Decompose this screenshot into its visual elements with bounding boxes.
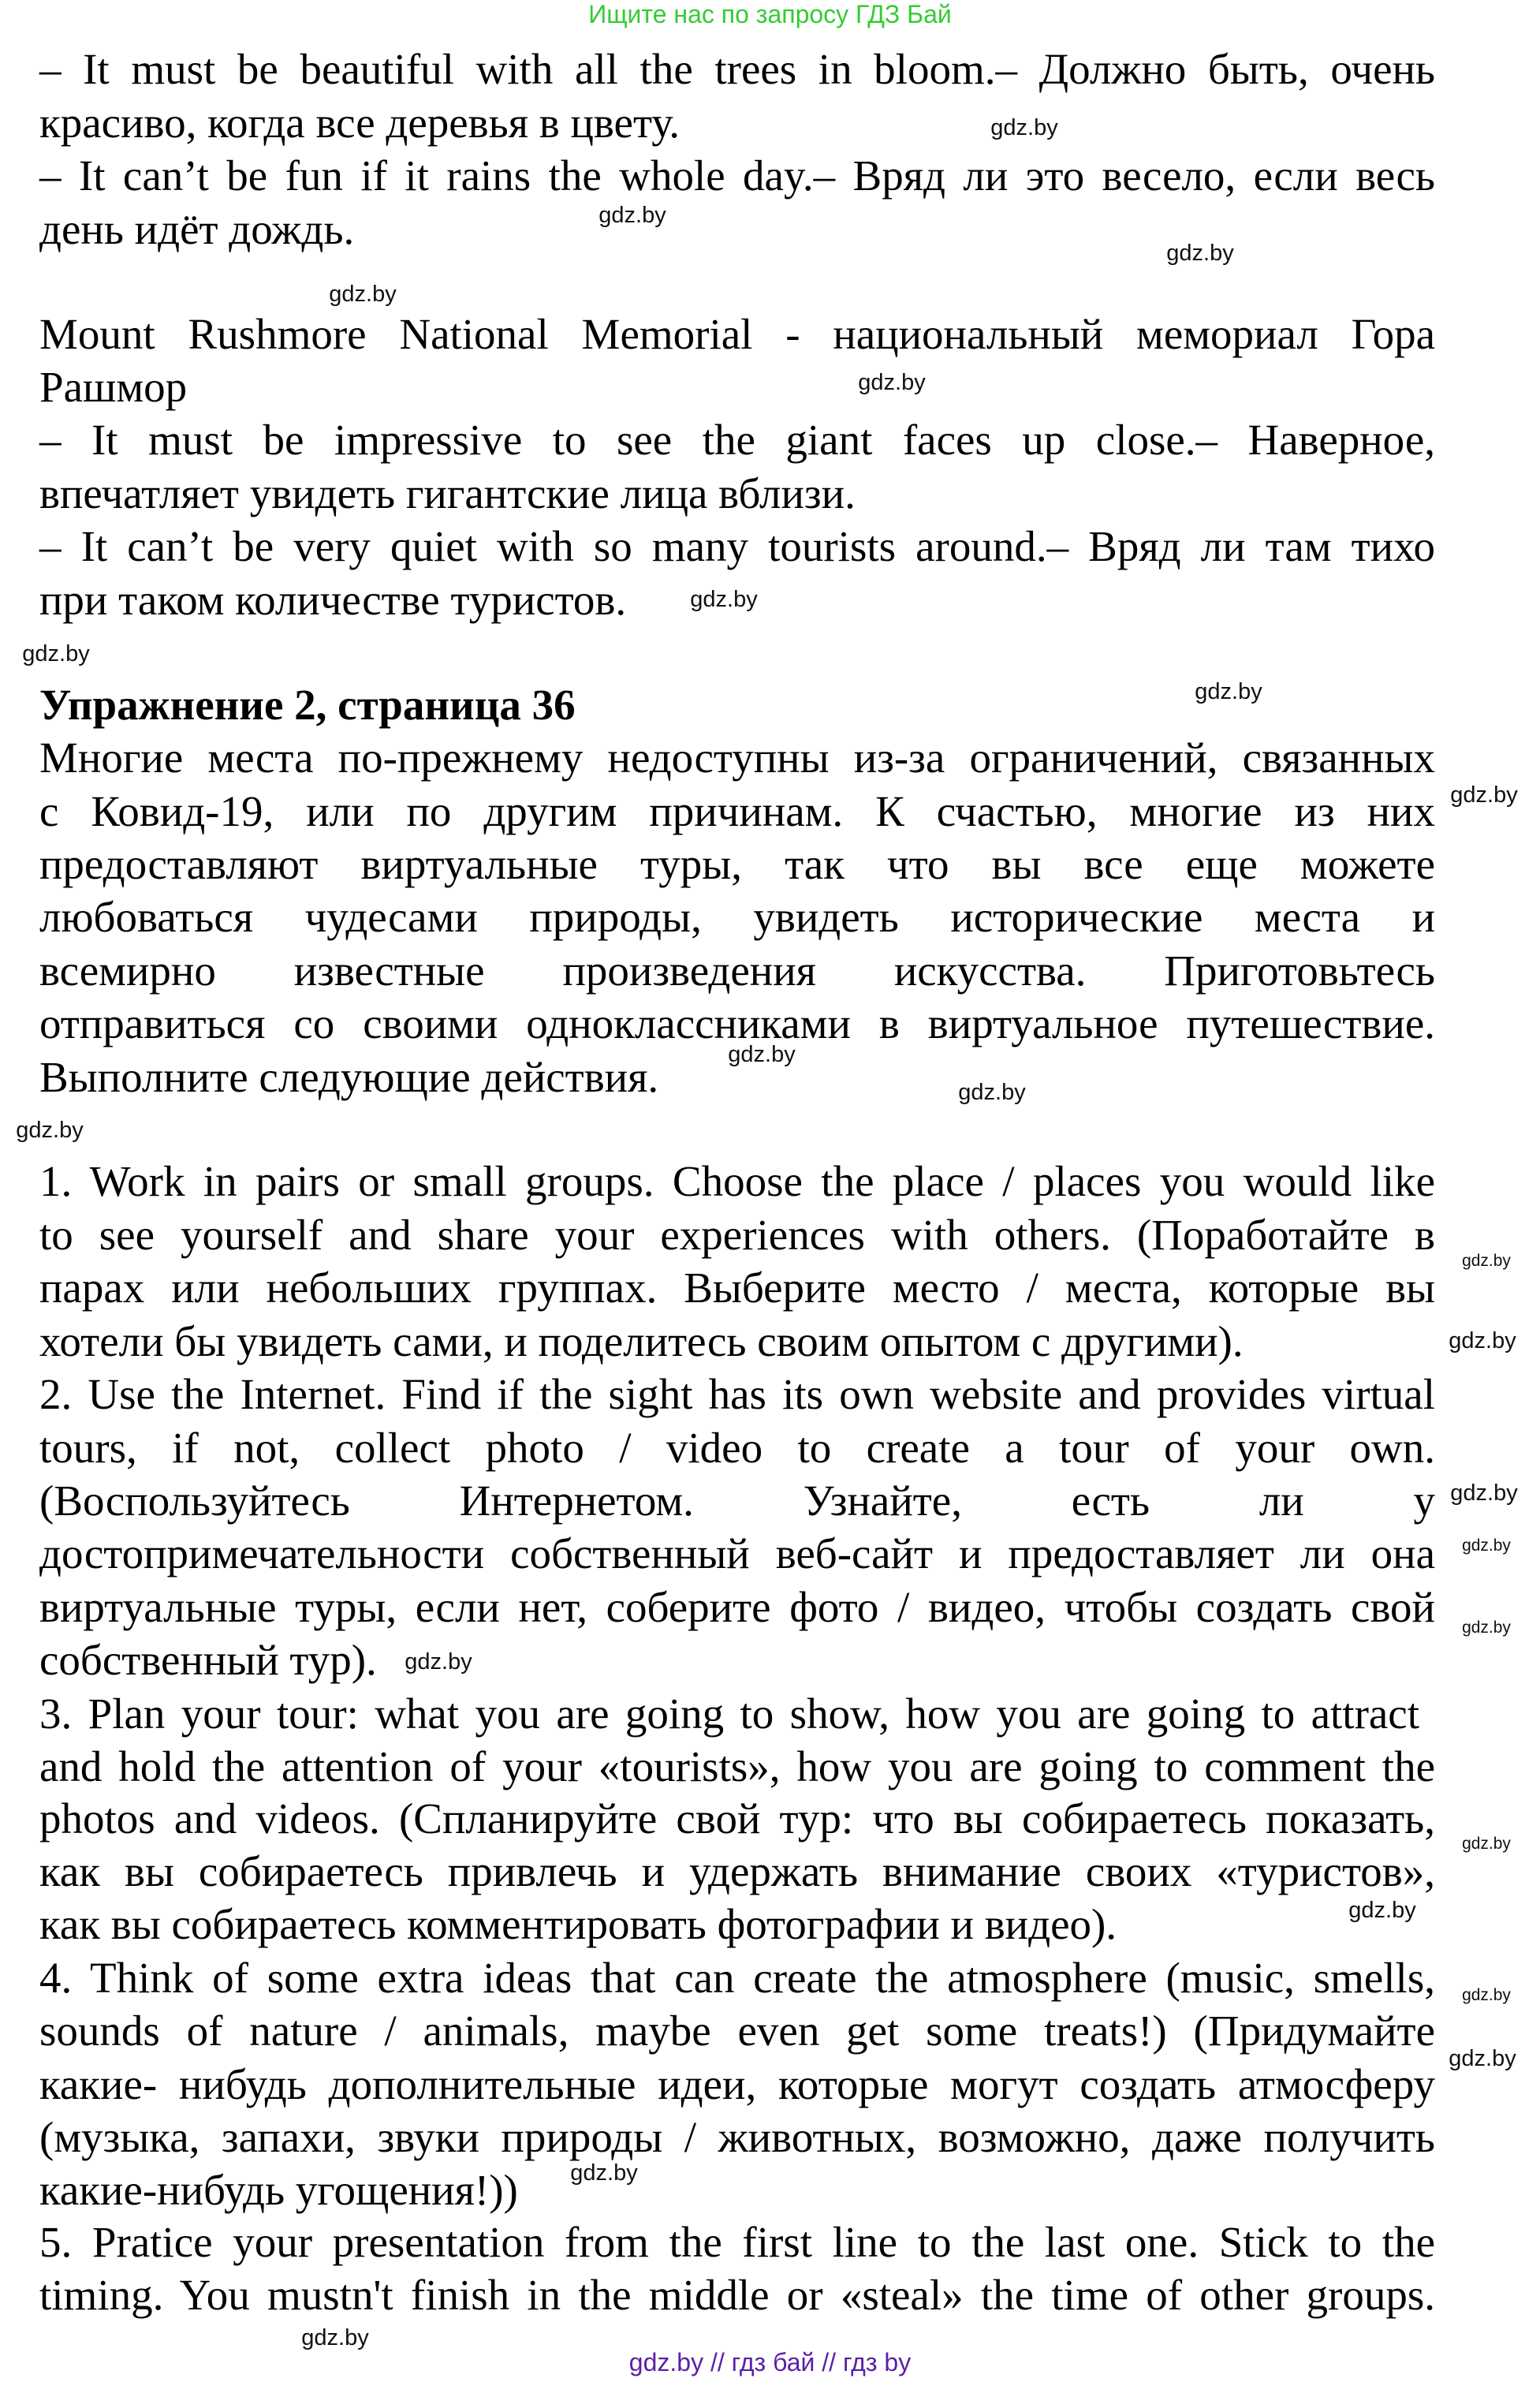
text-line: хотели бы увидеть сами, и поделитесь своим опытом с другими).	[39, 1317, 1244, 1365]
text-line: – It must be impressive to see the giant faces up close.– Наверное,	[39, 416, 1435, 464]
text-line: предоставляют виртуальные туры, так что вы все еще можете	[39, 840, 1435, 888]
text-line: photos and videos. (Спланируйте свой тур: что вы собираетесь показать,	[39, 1794, 1435, 1843]
text-line: какие-нибудь угощения!))	[39, 2166, 518, 2214]
text-line: sounds of nature / animals, maybe even get some treats!) (Придумайте	[39, 2007, 1435, 2055]
watermark: gdz.by	[1450, 1480, 1518, 1506]
text-line: день идёт дождь.	[39, 205, 355, 253]
text-line: с Ковид-19, или по другим причинам. К счастью, многие из них	[39, 787, 1435, 835]
watermark: gdz.by	[598, 203, 666, 228]
watermark: gdz.by	[1462, 1536, 1511, 1555]
text-line: виртуальные туры, если нет, соберите фото / видео, чтобы создать свой	[39, 1583, 1435, 1631]
watermark: gdz.by	[990, 115, 1058, 140]
text-line: как вы собираетесь привлечь и удержать внимание своих «туристов»,	[39, 1847, 1435, 1895]
text-line: при таком количестве туристов.	[39, 576, 627, 624]
text-line: 3. Plan your tour: what you are going to show, how you are going to attract	[39, 1689, 1419, 1738]
watermark: gdz.by	[1449, 1328, 1516, 1353]
watermark: gdz.by	[1195, 679, 1262, 704]
watermark: gdz.by	[1449, 2046, 1516, 2071]
watermark: gdz.by	[329, 282, 397, 307]
watermark: gdz.by	[1450, 782, 1518, 808]
watermark: gdz.by	[858, 370, 926, 395]
text-line: любоваться чудесами природы, увидеть исторические места и	[39, 893, 1435, 941]
watermark: gdz.by	[1462, 1252, 1511, 1270]
text-line: всемирно известные произведения искусства. Приготовьтесь	[39, 946, 1435, 995]
watermark: gdz.by	[570, 2160, 638, 2186]
text-line: and hold the attention of your «tourists», how you are going to comment the	[39, 1742, 1435, 1790]
text-line: Рашмор	[39, 363, 188, 411]
text-line: – It can’t be fun if it rains the whole day.– Вряд ли это весело, если весь	[39, 151, 1435, 200]
text-line: to see yourself and share your experiences with others. (Поработайте в	[39, 1211, 1435, 1259]
text-line: – It must be beautiful with all the trees in bloom.– Должно быть, очень	[39, 45, 1435, 93]
text-line: отправиться со своими одноклассниками в виртуальное путешествие.	[39, 999, 1435, 1047]
text-line: (Воспользуйтесь Интернетом. Узнайте, есть ли у	[39, 1477, 1435, 1525]
text-line: timing. You mustn't finish in the middle or «steal» the time of other groups.	[39, 2271, 1435, 2319]
watermark: gdz.by	[16, 1118, 84, 1143]
watermark: gdz.by	[728, 1042, 796, 1067]
text-line: какие- нибудь дополнительные идеи, которые могут создать атмосферу	[39, 2060, 1435, 2108]
text-line: красиво, когда все деревья в цвету.	[39, 99, 681, 147]
text-line: как вы собираетесь комментировать фотографии и видео).	[39, 1900, 1117, 1948]
watermark: gdz.by	[405, 1649, 472, 1674]
footer-links: gdz.by // гдз бай // гдз by	[628, 2348, 912, 2376]
exercise-heading: Упражнение 2, страница 36	[39, 681, 576, 729]
watermark: gdz.by	[690, 587, 758, 612]
watermark: gdz.by	[22, 641, 90, 666]
text-line: Многие места по-прежнему недоступны из-за ограничений, связанных	[39, 734, 1435, 782]
text-line: парах или небольших группах. Выберите место / места, которые вы	[39, 1264, 1435, 1312]
watermark: gdz.by	[301, 2325, 369, 2350]
text-line: tours, if not, collect photo / video to create a tour of your own.	[39, 1424, 1435, 1472]
watermark: gdz.by	[1462, 1986, 1511, 2004]
text-line: 5. Pratice your presentation from the first line to the last one. Stick to the	[39, 2218, 1435, 2266]
text-line: 1. Work in pairs or small groups. Choose the place / places you would like	[39, 1157, 1435, 1205]
text-line: – It can’t be very quiet with so many tourists around.– Вряд ли там тихо	[39, 522, 1435, 570]
promo-header: Ищите нас по запросу ГДЗ Бай	[588, 0, 952, 28]
watermark: gdz.by	[958, 1080, 1026, 1105]
watermark: gdz.by	[1462, 1835, 1511, 1853]
text-line: Выполните следующие действия.	[39, 1053, 659, 1101]
watermark: gdz.by	[1348, 1898, 1416, 1923]
watermark: gdz.by	[1462, 1618, 1511, 1637]
text-line: достопримечательности собственный веб-сайт и предоставляет ли она	[39, 1529, 1435, 1577]
text-line: 2. Use the Internet. Find if the sight has its own website and provides virtual	[39, 1370, 1435, 1418]
text-line: собственный тур).	[39, 1636, 377, 1684]
text-line: (музыка, запахи, звуки природы / животных, возможно, даже получить	[39, 2113, 1435, 2161]
text-line: впечатляет увидеть гигантские лица вблизи.	[39, 469, 856, 517]
text-line: Mount Rushmore National Memorial - национальный мемориал Гора	[39, 310, 1435, 358]
watermark: gdz.by	[1166, 241, 1234, 266]
text-line: 4. Think of some extra ideas that can create the atmosphere (music, smells,	[39, 1954, 1435, 2002]
